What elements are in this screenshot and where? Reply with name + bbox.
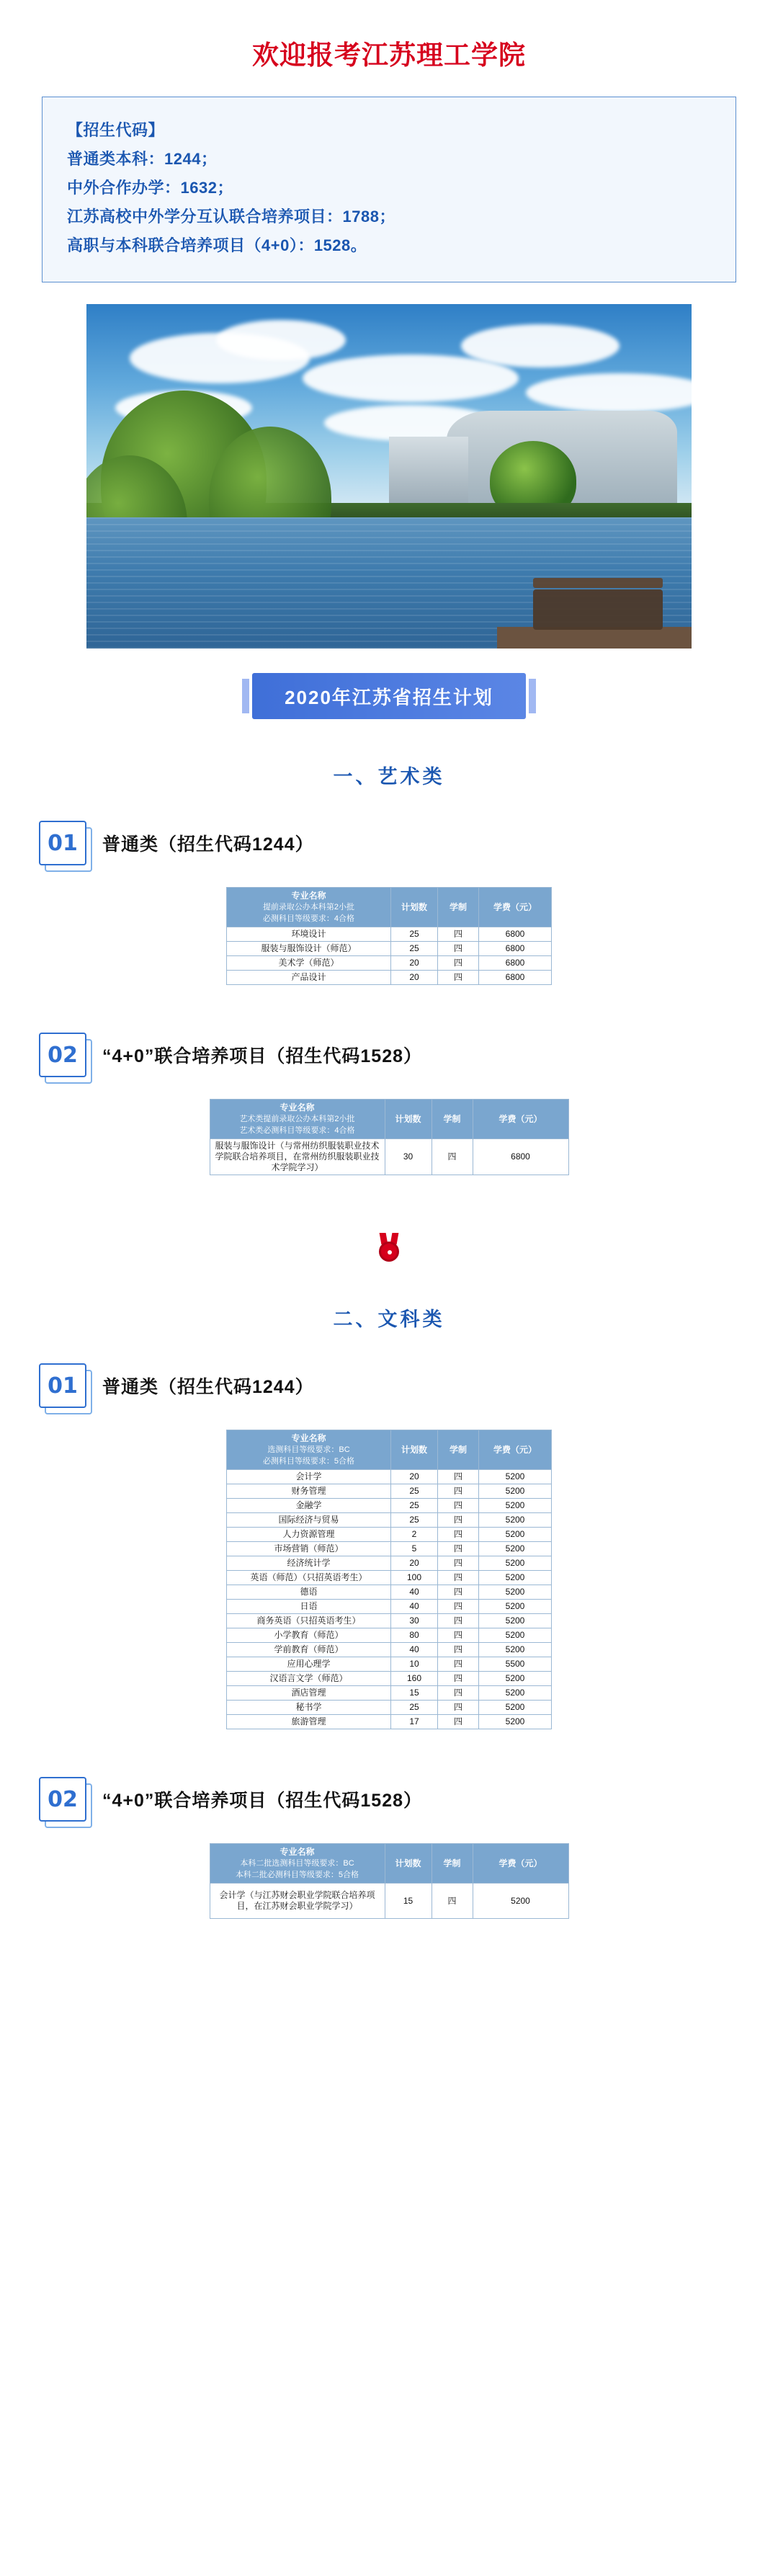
table-row (227, 927, 552, 942)
plan-table (226, 887, 552, 985)
cloud (216, 320, 346, 360)
cell-major: 应用心理学 (227, 1657, 391, 1672)
item-title: 普通类（招生代码1244） (102, 1377, 314, 1397)
section-divider (0, 1237, 778, 1262)
cell-plan: 20 (391, 956, 438, 971)
table-row (227, 1686, 552, 1701)
cell-major: 日语 (227, 1600, 391, 1614)
table-row (227, 1542, 552, 1556)
cell-length: 四 (438, 1686, 479, 1701)
table-row (227, 1528, 552, 1542)
table-row (227, 1585, 552, 1600)
campus-photo (86, 304, 692, 649)
plan-table (210, 1843, 569, 1919)
page-title: 欢迎报考江苏理工学院 (252, 40, 526, 71)
col-major-l1: 专业名称 (280, 1102, 315, 1113)
col-major-l2: 提前录取公办本科第2小批 (262, 903, 355, 912)
cell-plan: 5 (391, 1542, 438, 1556)
admission-code-box (42, 97, 736, 282)
col-major-l2: 艺术类提前录取公办本科第2小批 (239, 1115, 355, 1123)
cell-fee: 5200 (479, 1701, 552, 1715)
cell-fee: 5200 (479, 1600, 552, 1614)
col-major-l2: 本科二批选测科目等级要求：BC (240, 1859, 354, 1868)
number-badge (39, 1363, 86, 1408)
cell-fee: 6800 (479, 927, 552, 942)
cell-length: 四 (438, 927, 479, 942)
col-major (210, 1844, 385, 1884)
item-title: “4+0”联合培养项目（招生代码1528） (102, 1791, 423, 1811)
table-row (210, 1884, 568, 1919)
cell-length: 四 (438, 1499, 479, 1513)
cell-length: 四 (438, 1470, 479, 1484)
col-major-l3: 必测科目等级要求：5合格 (262, 1457, 355, 1466)
table-row (227, 1571, 552, 1585)
cell-length: 四 (438, 1614, 479, 1628)
col-major-l3: 本科二批必测科目等级要求：5合格 (235, 1871, 359, 1879)
plan-banner-label: 2020年江苏省招生计划 (285, 686, 493, 708)
cell-fee: 5200 (479, 1542, 552, 1556)
plan-table (226, 1430, 552, 1729)
cell-major: 旅游管理 (227, 1715, 391, 1729)
cell-major: 市场营销（师范） (227, 1542, 391, 1556)
cell-length: 四 (438, 1672, 479, 1686)
col-plan: 计划数 (385, 1844, 432, 1884)
cell-length: 四 (438, 942, 479, 956)
cell-fee: 5200 (479, 1585, 552, 1600)
section-heading-art: 一、艺术类 (333, 766, 445, 788)
cell-major: 美术学（师范） (227, 956, 391, 971)
cell-fee: 5200 (479, 1614, 552, 1628)
cell-length: 四 (438, 971, 479, 985)
cell-length: 四 (438, 1643, 479, 1657)
cell-major: 经济统计学 (227, 1556, 391, 1571)
cell-fee: 5200 (479, 1528, 552, 1542)
cell-major: 小学教育（师范） (227, 1628, 391, 1643)
cell-major: 会计学（与江苏财会职业学院联合培养项目，在江苏财会职业学院学习） (210, 1884, 385, 1919)
number-badge (39, 1777, 86, 1822)
cell-plan: 25 (391, 942, 438, 956)
cell-plan: 25 (391, 1499, 438, 1513)
plan-banner-wrap (0, 673, 778, 719)
cell-plan: 25 (391, 1484, 438, 1499)
cell-major: 商务英语（只招英语考生） (227, 1614, 391, 1628)
cell-length: 四 (438, 1571, 479, 1585)
cell-fee: 5200 (479, 1672, 552, 1686)
table-row (227, 1715, 552, 1729)
col-major-l1: 专业名称 (291, 891, 326, 901)
cell-length: 四 (438, 1585, 479, 1600)
item-arts-01 (39, 1363, 778, 1408)
cell-fee: 5200 (473, 1884, 568, 1919)
cell-length: 四 (438, 1528, 479, 1542)
item-title: 普通类（招生代码1244） (102, 834, 314, 855)
cell-major: 学前教育（师范） (227, 1643, 391, 1657)
number-badge-label: 01 (48, 830, 78, 856)
item-art-01 (39, 821, 778, 865)
cell-major: 汉语言文学（师范） (227, 1672, 391, 1686)
cell-fee: 5200 (479, 1643, 552, 1657)
cell-fee: 5500 (479, 1657, 552, 1672)
cell-major: 产品设计 (227, 971, 391, 985)
cell-fee: 5200 (479, 1470, 552, 1484)
col-fee: 学费（元） (473, 1100, 568, 1139)
cell-major: 国际经济与贸易 (227, 1513, 391, 1528)
cell-fee: 5200 (479, 1571, 552, 1585)
cell-length: 四 (432, 1139, 473, 1175)
cell-plan: 15 (391, 1686, 438, 1701)
cell-fee: 5200 (479, 1628, 552, 1643)
cell-plan: 25 (391, 1701, 438, 1715)
table-row (210, 1139, 568, 1175)
code-line: 江苏高校中外学分互认联合培养项目：1788； (67, 208, 395, 226)
cell-plan: 20 (391, 971, 438, 985)
cell-plan: 2 (391, 1528, 438, 1542)
cell-length: 四 (438, 1628, 479, 1643)
cell-plan: 40 (391, 1600, 438, 1614)
table-row (227, 1657, 552, 1672)
cell-major: 英语（师范）（只招英语考生） (227, 1571, 391, 1585)
number-badge (39, 1033, 86, 1077)
table-row (227, 1672, 552, 1686)
item-arts-02 (39, 1777, 778, 1822)
cell-plan: 25 (391, 927, 438, 942)
code-line: 【招生代码】 (67, 121, 165, 139)
number-badge-label: 02 (48, 1042, 78, 1068)
medal-icon (377, 1237, 401, 1262)
cell-plan: 100 (391, 1571, 438, 1585)
cell-major: 会计学 (227, 1470, 391, 1484)
cell-major: 服装与服饰设计（师范） (227, 942, 391, 956)
cell-plan: 80 (391, 1628, 438, 1643)
col-fee: 学费（元） (473, 1844, 568, 1884)
cell-major: 环境设计 (227, 927, 391, 942)
table-row (227, 971, 552, 985)
col-major-l2: 选测科目等级要求：BC (267, 1445, 350, 1454)
cell-fee: 6800 (479, 971, 552, 985)
cell-major: 金融学 (227, 1499, 391, 1513)
item-art-02 (39, 1033, 778, 1077)
col-major-l3: 必测科目等级要求：4合格 (262, 914, 355, 923)
cell-plan: 30 (385, 1139, 432, 1175)
cell-plan: 10 (391, 1657, 438, 1672)
cell-major: 酒店管理 (227, 1686, 391, 1701)
section-heading-liberal-arts: 二、文科类 (333, 1309, 445, 1330)
cell-fee: 5200 (479, 1499, 552, 1513)
table-row (227, 1628, 552, 1643)
cell-plan: 25 (391, 1513, 438, 1528)
cell-plan: 30 (391, 1614, 438, 1628)
cell-plan: 160 (391, 1672, 438, 1686)
cell-plan: 17 (391, 1715, 438, 1729)
table-row (227, 1499, 552, 1513)
number-badge-label: 02 (48, 1786, 78, 1812)
col-length: 学制 (432, 1100, 473, 1139)
cell-fee: 5200 (479, 1513, 552, 1528)
col-length: 学制 (438, 888, 479, 927)
table-wrap-art-02 (0, 1099, 778, 1175)
cell-major: 服装与服饰设计（与常州纺织服装职业技术学院联合培养项目，在常州纺织服装职业技术学院学习） (210, 1139, 385, 1175)
cell-major: 德语 (227, 1585, 391, 1600)
cell-length: 四 (438, 1600, 479, 1614)
cell-length: 四 (438, 1484, 479, 1499)
cell-fee: 6800 (479, 942, 552, 956)
cell-length: 四 (438, 1657, 479, 1672)
col-major-l1: 专业名称 (280, 1847, 315, 1857)
table-row (227, 1484, 552, 1499)
cell-plan: 40 (391, 1643, 438, 1657)
number-badge (39, 821, 86, 865)
code-line: 普通类本科：1244； (67, 150, 218, 168)
cell-length: 四 (438, 1513, 479, 1528)
bench (533, 589, 663, 630)
col-length: 学制 (438, 1430, 479, 1470)
cloud (461, 324, 620, 367)
table-row (227, 1614, 552, 1628)
cell-length: 四 (438, 1542, 479, 1556)
number-badge-label: 01 (48, 1373, 78, 1399)
cell-fee: 6800 (473, 1139, 568, 1175)
cell-plan: 20 (391, 1470, 438, 1484)
cell-length: 四 (438, 1701, 479, 1715)
cell-length: 四 (438, 956, 479, 971)
cell-fee: 5200 (479, 1484, 552, 1499)
plan-table (210, 1099, 569, 1175)
col-plan: 计划数 (391, 1430, 438, 1470)
cell-length: 四 (438, 1556, 479, 1571)
cell-length: 四 (438, 1715, 479, 1729)
table-row (227, 956, 552, 971)
cell-fee: 5200 (479, 1715, 552, 1729)
table-wrap-arts-02 (0, 1843, 778, 1919)
table-row (227, 1470, 552, 1484)
cell-major: 秘书学 (227, 1701, 391, 1715)
col-fee: 学费（元） (479, 888, 552, 927)
col-length: 学制 (432, 1844, 473, 1884)
col-major (227, 1430, 391, 1470)
table-row (227, 1701, 552, 1715)
table-wrap-art-01 (0, 887, 778, 985)
col-plan: 计划数 (391, 888, 438, 927)
medal-circle (379, 1242, 399, 1262)
cell-plan: 40 (391, 1585, 438, 1600)
table-row (227, 1600, 552, 1614)
item-title: “4+0”联合培养项目（招生代码1528） (102, 1046, 423, 1066)
cell-fee: 5200 (479, 1556, 552, 1571)
cell-plan: 15 (385, 1884, 432, 1919)
code-line: 高职与本科联合培养项目（4+0）：1528。 (67, 236, 367, 254)
table-row (227, 1643, 552, 1657)
table-row (227, 1556, 552, 1571)
cell-fee: 6800 (479, 956, 552, 971)
col-major (210, 1100, 385, 1139)
cell-major: 人力资源管理 (227, 1528, 391, 1542)
col-major (227, 888, 391, 927)
col-major-l1: 专业名称 (291, 1433, 326, 1443)
col-major-l3: 艺术类必测科目等级要求：4合格 (239, 1126, 355, 1135)
campus-photo-wrap (0, 304, 778, 649)
cell-length: 四 (432, 1884, 473, 1919)
cell-plan: 20 (391, 1556, 438, 1571)
plan-banner (252, 673, 526, 719)
col-plan: 计划数 (385, 1100, 432, 1139)
table-row (227, 942, 552, 956)
cell-fee: 5200 (479, 1686, 552, 1701)
table-row (227, 1513, 552, 1528)
cell-major: 财务管理 (227, 1484, 391, 1499)
table-wrap-arts-01 (0, 1430, 778, 1729)
code-line: 中外合作办学：1632； (67, 179, 233, 197)
deck (497, 627, 692, 649)
col-fee: 学费（元） (479, 1430, 552, 1470)
